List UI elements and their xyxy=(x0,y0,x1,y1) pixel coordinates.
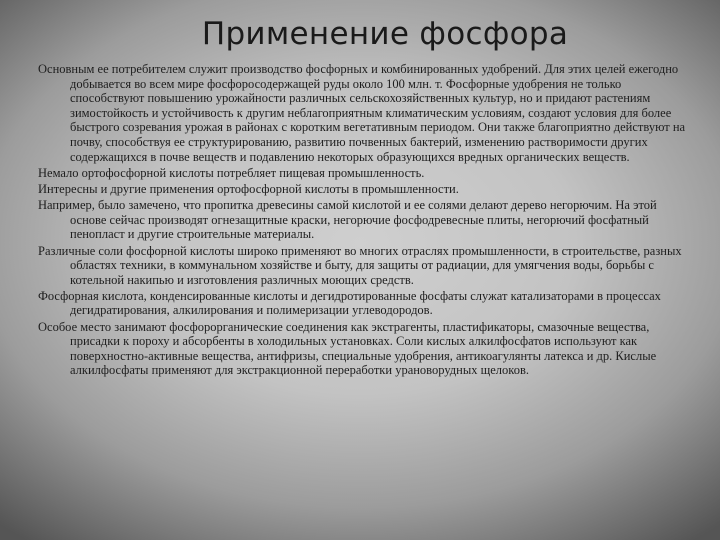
paragraph-salts: Различные соли фосфорной кислоты широко применяют во многих отраслях промышленности, в строительстве, разных областях техники, в коммунальном хозяйстве и быту, для защиты от радиации, для умягчения воды, борьбы с котельной накипью и изготовления различных моющих средств. xyxy=(38,243,682,287)
paragraph-food-industry: Немало ортофосфорной кислоты потребляет пищевая промышленность. xyxy=(38,165,425,180)
paragraph-fertilizers: Основным ее потребителем служит производство фосфорных и комбинированных удобрений. Для этих целей ежегодно добывается во всем мире фосфоросодержащей руды около 100 млн. т. Фосфорные удобрения не только способствуют повышению урожайности различных сельскохозяйственных культур, но и придают растениям зимостойкость и устойчивость к другим неблагоприятным климатическим условиям, создают условия для более быстрого созревания урожая в районах с коротким вегетативным периодом. Они также благоприятно действуют на почву, способствуя ее структурированию, развитию почвенных бактерий, изменению растворимости других содержащихся в почве веществ и подавлению некоторых образующихся вредных органических веществ. xyxy=(38,62,686,164)
paragraph-organophosphorus: Особое место занимают фосфорорганические соединения как экстрагенты, пластификаторы, смазочные вещества, присадки к пороху и абсорбенты в холодильных установках. Соли кислых алкилфосфатов используют как поверхностно-активные вещества, антифризы, специальные удобрения, антикоагулянты латекса и др. Кислые алкилфосфаты применяют для экстракционной переработки урановорудных щелоков. xyxy=(38,319,657,378)
paragraph-catalysts: Фосфорная кислота, конденсированные кислоты и дегидротированные фосфаты служат катализаторами в процессах дегидратирования, алкилирования и полимеризации углеводородов. xyxy=(38,288,661,318)
slide-body xyxy=(38,62,692,380)
paragraph-other-uses: Интересны и другие применения ортофосфорной кислоты в промышленности. xyxy=(38,181,459,196)
slide-title: Применение фосфора xyxy=(201,16,569,52)
paragraph-fireproofing: Например, было замечено, что пропитка древесины самой кислотой и ее солями делают дерево негорючим. На этой основе сейчас производят огнезащитные краски, негорючие фосфодревесные плиты, негорючий фосфатный пенопласт и другие строительные материалы. xyxy=(38,198,657,242)
